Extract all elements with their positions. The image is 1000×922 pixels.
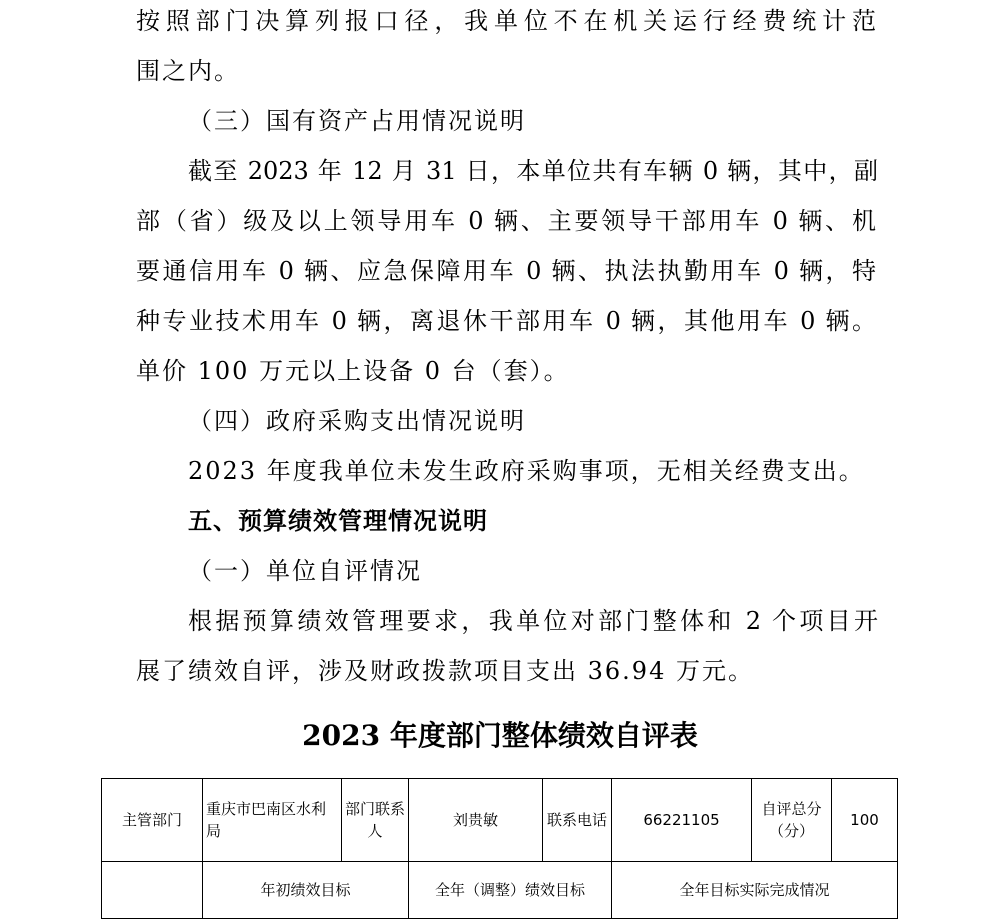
body-paragraph-4-line-1: 根据预算绩效管理要求，我单位对部门整体和 2 个项目开 [188, 607, 878, 635]
adjusted-goal-header: 全年（调整）绩效目标 [409, 862, 612, 919]
body-paragraph-2-line-3: 要通信用车 0 辆、应急保障用车 0 辆、执法执勤用车 0 辆，特 [136, 257, 876, 285]
section-heading-5-1: （一）单位自评情况 [188, 557, 422, 585]
body-paragraph-2-line-5: 单价 100 万元以上设备 0 台（套）。 [136, 357, 570, 385]
body-paragraph-1-line-2: 围之内。 [136, 57, 240, 85]
contact-value-cell: 刘贵敏 [409, 779, 543, 862]
table-title: 2023 年度部门整体绩效自评表 [302, 719, 698, 752]
body-paragraph-2-line-2: 部（省）级及以上领导用车 0 辆、主要领导干部用车 0 辆、机 [136, 207, 876, 235]
table-row [102, 779, 898, 862]
chapter-heading-5: 五、预算绩效管理情况说明 [188, 507, 488, 535]
body-paragraph-2-line-1: 截至 2023 年 12 月 31 日，本单位共有车辆 0 辆，其中，副 [188, 157, 878, 185]
table-row [102, 862, 898, 919]
phone-value-cell: 66221105 [612, 779, 752, 862]
dept-label-cell: 主管部门 [102, 779, 203, 862]
section-heading-4: （四）政府采购支出情况说明 [188, 407, 526, 435]
body-paragraph-1-line-1: 按照部门决算列报口径，我单位不在机关运行经费统计范 [136, 7, 876, 35]
section-heading-3: （三）国有资产占用情况说明 [188, 107, 526, 135]
initial-goal-header: 年初绩效目标 [203, 862, 409, 919]
dept-value-cell: 重庆市巴南区水利局 [203, 779, 342, 862]
score-value-cell: 100 [832, 779, 898, 862]
body-paragraph-4-line-2: 展了绩效自评，涉及财政拨款项目支出 36.94 万元。 [136, 657, 754, 685]
score-label-cell: 自评总分（分） [752, 779, 832, 862]
empty-cell [102, 862, 203, 919]
performance-table [101, 778, 898, 919]
actual-completion-header: 全年目标实际完成情况 [612, 862, 898, 919]
contact-label-cell: 部门联系人 [342, 779, 409, 862]
body-paragraph-2-line-4: 种专业技术用车 0 辆，离退休干部用车 0 辆，其他用车 0 辆。 [136, 307, 876, 335]
phone-label-cell: 联系电话 [543, 779, 612, 862]
body-paragraph-3: 2023 年度我单位未发生政府采购事项，无相关经费支出。 [188, 457, 865, 485]
